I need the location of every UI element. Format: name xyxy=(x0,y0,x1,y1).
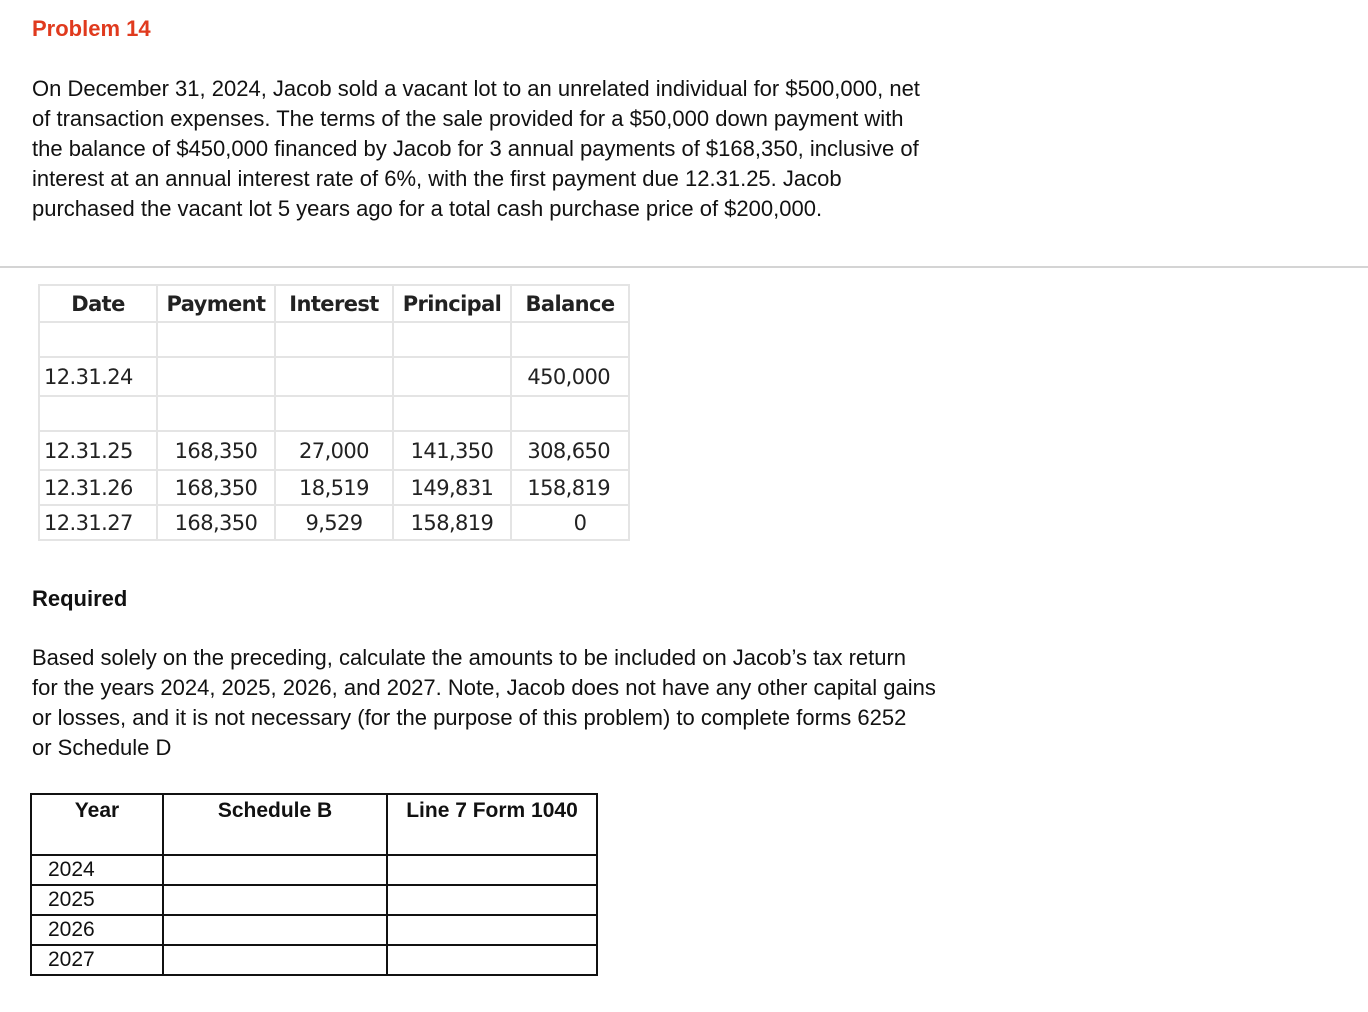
line7-input-cell[interactable] xyxy=(387,885,597,915)
cell-payment: 168,350 xyxy=(157,470,275,505)
amortization-header-row xyxy=(39,285,629,322)
cell-date: 12.31.26 xyxy=(39,470,157,505)
table-row xyxy=(39,431,629,470)
required-heading: Required xyxy=(32,586,128,611)
answer-row xyxy=(31,915,597,945)
table-row xyxy=(39,470,629,505)
year-cell: 2026 xyxy=(31,915,163,945)
cell-balance: 450,000 xyxy=(511,357,629,396)
answer-table xyxy=(30,793,598,976)
line7-input-cell[interactable] xyxy=(387,855,597,885)
year-cell: 2024 xyxy=(31,855,163,885)
answer-row xyxy=(31,945,597,975)
problem-description: On December 31, 2024, Jacob sold a vacant lot to an unrelated individual for $500,000, net of transaction expenses. The terms of the sale provided for a $50,000 down payment with the balance of $450,000 financed by Jacob for 3 annual payments of $168,350, inclusive of interest at an annual interest rate of 6%, with the first payment due 12.31.25. Jacob purchased the vacant lot 5 years ago for a total cash purchase price of $200,000. xyxy=(32,76,920,221)
header-interest: Interest xyxy=(275,285,393,322)
answer-header-row xyxy=(31,794,597,855)
cell-payment xyxy=(157,357,275,396)
cell-principal: 158,819 xyxy=(393,505,511,540)
cell-principal xyxy=(393,357,511,396)
cell-balance: 308,650 xyxy=(511,431,629,470)
header-year: Year xyxy=(31,794,163,855)
cell-payment: 168,350 xyxy=(157,505,275,540)
section-divider xyxy=(0,266,1368,268)
cell-payment: 168,350 xyxy=(157,431,275,470)
table-row xyxy=(39,505,629,540)
cell-interest xyxy=(275,357,393,396)
header-line7-form1040: Line 7 Form 1040 xyxy=(387,794,597,855)
header-date: Date xyxy=(39,285,157,322)
cell-date: 12.31.25 xyxy=(39,431,157,470)
year-cell: 2025 xyxy=(31,885,163,915)
header-principal: Principal xyxy=(393,285,511,322)
answer-row xyxy=(31,855,597,885)
header-schedule-b: Schedule B xyxy=(163,794,387,855)
cell-principal: 141,350 xyxy=(393,431,511,470)
table-row-empty xyxy=(39,396,629,431)
amortization-table xyxy=(38,284,630,541)
cell-principal: 149,831 xyxy=(393,470,511,505)
cell-date: 12.31.24 xyxy=(39,357,157,396)
line7-input-cell[interactable] xyxy=(387,945,597,975)
cell-interest: 9,529 xyxy=(275,505,393,540)
header-balance: Balance xyxy=(511,285,629,322)
cell-date: 12.31.27 xyxy=(39,505,157,540)
year-cell: 2027 xyxy=(31,945,163,975)
cell-interest: 27,000 xyxy=(275,431,393,470)
cell-balance: 0 xyxy=(511,505,629,540)
header-payment: Payment xyxy=(157,285,275,322)
schedule-b-input-cell[interactable] xyxy=(163,855,387,885)
schedule-b-input-cell[interactable] xyxy=(163,885,387,915)
line7-input-cell[interactable] xyxy=(387,915,597,945)
cell-interest: 18,519 xyxy=(275,470,393,505)
required-description: Based solely on the preceding, calculate the amounts to be included on Jacob’s tax return for the years 2024, 2025, 2026, and 2027. Note, Jacob does not have any other capital gains or losses, and it is not necessary (for the purpose of this problem) to complete forms 6252 or Schedule D xyxy=(32,645,936,760)
answer-row xyxy=(31,885,597,915)
cell-balance: 158,819 xyxy=(511,470,629,505)
problem-title: Problem 14 xyxy=(32,16,151,41)
schedule-b-input-cell[interactable] xyxy=(163,945,387,975)
schedule-b-input-cell[interactable] xyxy=(163,915,387,945)
table-row xyxy=(39,357,629,396)
table-row-empty xyxy=(39,322,629,357)
